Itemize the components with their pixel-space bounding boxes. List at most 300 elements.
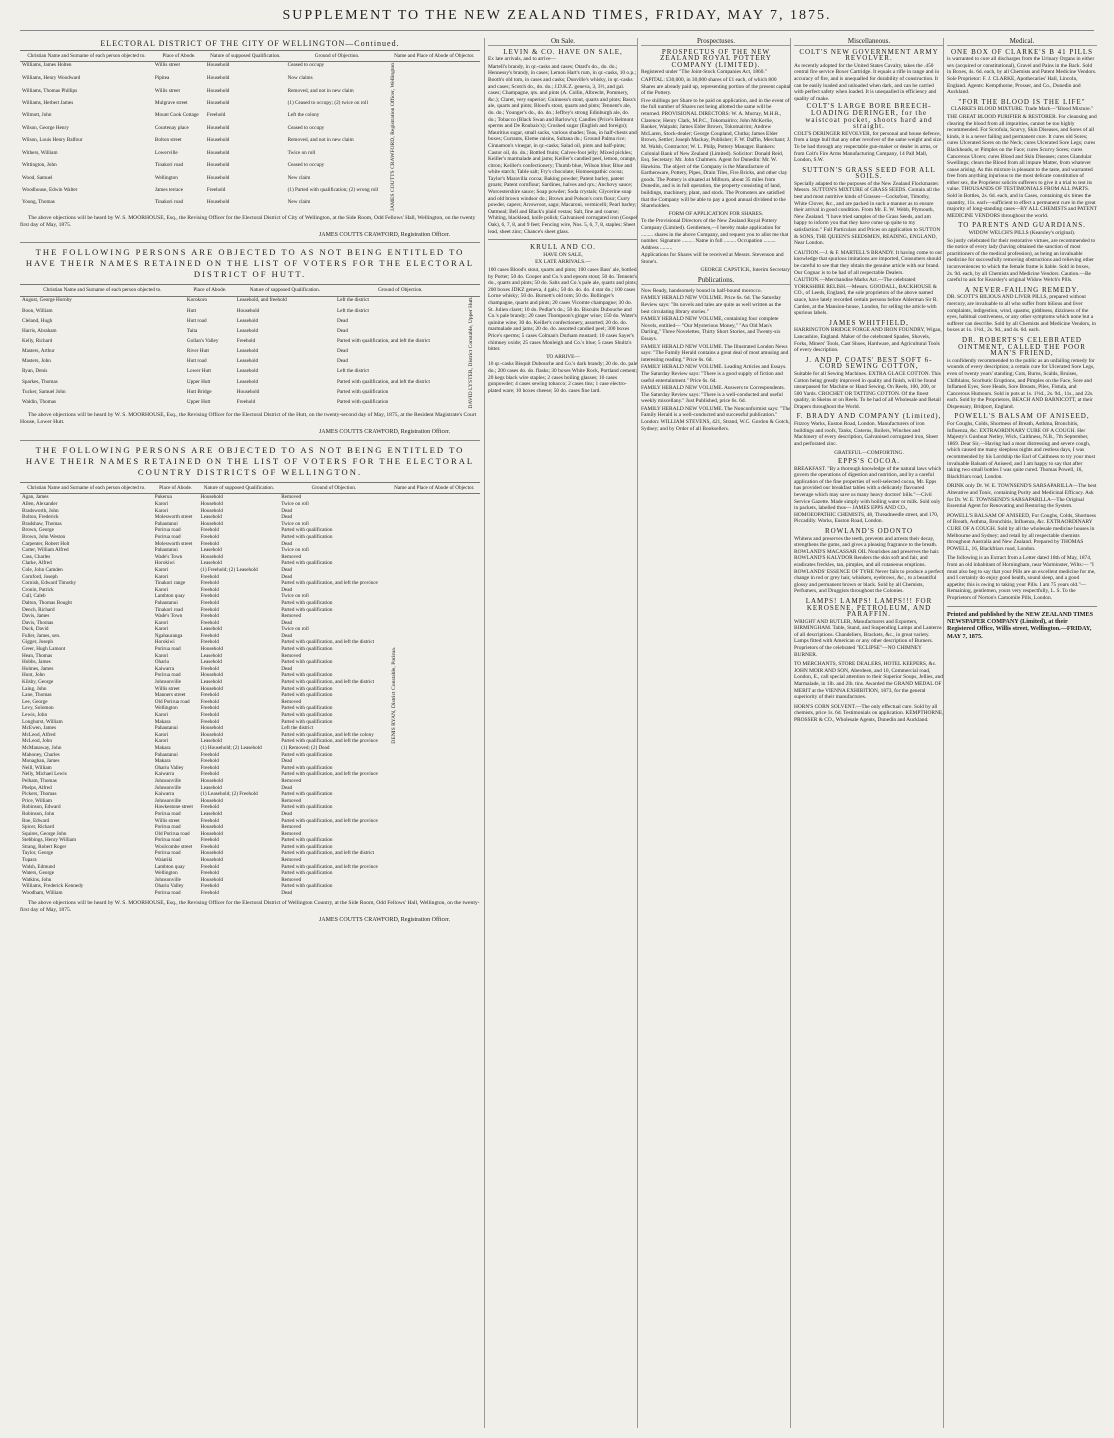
ground-of-objection: Twice on roll bbox=[281, 593, 309, 600]
qualification: Freehold bbox=[200, 712, 219, 718]
colts2-title: COLT'S LARGE BORE BREECH-LOADING DERINGER, for the waistcoat pocket, shoots hard and straight. bbox=[805, 102, 933, 131]
epps-advert bbox=[794, 450, 944, 525]
place-of-abode: Karori bbox=[154, 501, 169, 507]
objected-person-name: Young, Thomas bbox=[22, 199, 55, 206]
objected-person-name: Cole, John Camden bbox=[22, 566, 63, 573]
s1-header-abode: Place of Abode. bbox=[153, 50, 205, 62]
coats-body: Suitable for all Sewing Machines. EXTRA GLACE COTTON. This Cotton being greatly improved in quality and finish, will be found unsurpassed for Machine or Hand Sewing. On Reels, 100, 200, or 500 Yards. CROCHET OR TATTING COTTON. Of the finest quality, in Skeins or on Reels. To be had of all Wholesale and Retail Drapers throughout the World. bbox=[794, 370, 941, 410]
objected-person-name: Agan, James bbox=[22, 494, 49, 501]
objected-person-name: Davis, James bbox=[22, 613, 50, 620]
qualification: (1) Leasehold; (2) Freehold bbox=[200, 791, 258, 798]
norton-body: The following is an Extract from a Letter dated 18th of May, 1874, from an old inhabitant of Horningham, near Warminster, Wilts:— "I must also beg to say that your Pills are an excellent medicine for me, and I certainly do enjoy good health, sound sleep, and a good appetite; this is owing to taking your Pills. I am 75 years old."—Remaining, gentlemen, yours very respectfully, L. S. To the Proprietors of Norton's Camomile Pills, London. bbox=[947, 555, 1096, 601]
place-of-abode: Upper Hutt bbox=[186, 378, 211, 385]
ground-of-objection: Parted with qualification, and left the district bbox=[281, 639, 375, 646]
objected-person-name: Sparkes, Thomas bbox=[22, 378, 58, 385]
qualification: Household bbox=[200, 553, 224, 560]
objected-person-name: Brown, George bbox=[22, 527, 54, 534]
qualification: Household bbox=[200, 520, 224, 527]
whitfield-body: HARRINGTON BRIDGE FORGE AND IRON FOUNDRY, Wigan, Lancashire, England. Maker of the celebrated Spades, Shovels, Forks, Miners' Tools, Cast Shoes, Hardware, and Agricultural Tools of every description. bbox=[794, 327, 942, 354]
ground-of-objection: Dead bbox=[281, 758, 293, 765]
objected-person-name: Masters, Arthur bbox=[22, 348, 55, 355]
objected-person-name: Longhurst, William bbox=[22, 718, 63, 725]
ground-of-objection: Parted with qualification, and left the district bbox=[281, 850, 375, 857]
qualification: Freehold bbox=[200, 817, 219, 824]
place-of-abode: Ohariu Valley bbox=[154, 764, 184, 771]
ground-of-objection: Parted with qualification bbox=[281, 751, 333, 758]
objected-person-name: Laing, John bbox=[22, 685, 47, 692]
clarke-pills-advert bbox=[947, 49, 1097, 96]
objected-person-name: Bradsworth, John bbox=[22, 507, 59, 514]
prospectus-title: PROSPECTUS OF THE NEW ZEALAND ROYAL POTTERY COMPANY (LIMITED). bbox=[660, 47, 772, 69]
qualification: Freehold bbox=[200, 758, 219, 765]
qualification: Household bbox=[206, 162, 230, 169]
objector-name: DENIS RYAN, District Constable, Porirua. bbox=[390, 646, 397, 744]
objected-person-name: Masters, John bbox=[22, 358, 51, 365]
ground-of-objection: Removed bbox=[281, 698, 302, 705]
qualification: Household bbox=[200, 672, 224, 679]
ointment-body: is confidently recommended to the public as an unfailing remedy for wounds of every description; a certain cure for Ulcerated Sore Legs, even of twenty years' standing; Cuts, Burns, Scalds, Bruises, Chilblains, Scorbutic Eruptions, and Pimples on the Face, Sore and Inflamed Eyes, Sore Heads, Sore Breasts, Piles, Fistula, and Cancerous Humours. Sold in pots at 1s. 1½d., 2s. 9d., 11s., and 22s. each. Sold by the Proprietors, BEACH AND BARNICOTT, at their Dispensary, Bridport, England. bbox=[947, 357, 1095, 410]
objected-person-name: McLeod, Alfred bbox=[22, 731, 56, 738]
objected-person-name: Cleland, Hugh bbox=[22, 317, 53, 324]
objected-person-name: Watkins, John bbox=[22, 876, 52, 883]
qualification: Household bbox=[200, 685, 224, 692]
objected-person-name: Lane, Thomas bbox=[22, 692, 52, 699]
place-of-abode: Pahautanui bbox=[154, 751, 178, 758]
qualification: Household bbox=[200, 731, 224, 738]
place-of-abode: Mulgrave street bbox=[154, 99, 188, 106]
ground-of-objection: Removed bbox=[281, 777, 302, 784]
levin-advert bbox=[488, 49, 638, 236]
s1-header-name: Christian Name and Surname of each person objected to. bbox=[20, 50, 153, 62]
ground-of-objection: Dead bbox=[281, 573, 293, 580]
qualification: Freehold bbox=[200, 837, 219, 844]
qualification: Freehold bbox=[200, 606, 219, 613]
place-of-abode: Porirua road bbox=[154, 527, 181, 534]
objected-person-name: Woodham, William bbox=[22, 890, 63, 897]
objected-person-name: Wilson, George Henry bbox=[22, 124, 69, 131]
ground-of-objection: Parted with qualification, and left the district bbox=[281, 679, 375, 686]
objected-person-name: Monaghan, James bbox=[22, 758, 60, 765]
qualification: Freehold bbox=[200, 698, 219, 705]
place-of-abode: Johnsonville bbox=[154, 797, 181, 804]
qualification: Freehold bbox=[200, 665, 219, 672]
ground-of-objection: Parted with qualification, and left the province bbox=[281, 817, 378, 824]
ground-of-objection: Parted with qualification bbox=[281, 764, 333, 771]
objected-person-name: Williams, Herbert James bbox=[22, 99, 74, 106]
qualification: Household bbox=[200, 501, 224, 507]
norton-extract bbox=[947, 555, 1097, 601]
prospectuses-column bbox=[637, 38, 791, 1428]
ground-of-objection: Dead bbox=[336, 317, 348, 324]
blood-mixture-advert bbox=[947, 99, 1097, 220]
place-of-abode: Upper Hutt bbox=[186, 398, 211, 405]
objected-person-name: Williams, Thomas Phillips bbox=[22, 87, 78, 94]
ground-of-objection: Left the district bbox=[336, 368, 369, 375]
remedy-advert bbox=[947, 287, 1097, 334]
s3-header-name: Christian Name and Surname of each person objected to. bbox=[20, 482, 153, 494]
place-of-abode: Woolcombe street bbox=[154, 843, 193, 850]
krull-items: 100 cases Blood's stout, quarts and pints; 100 cases Bass' ale, bottled by Porter; 50 do. Cooper and Co.'s and epsom stout; 50 do. Tennent's do., quarts and pints; 50 do. Salts and Co.'s pale ale, quarts and pints; 200 boxes JDKZ geneva, 4 gals.; 50 do. do. do. 4 star do.; 100 cases Lorne whisky; 50 do. Burnett's old tom; 50 do. Bollinger's champagne, quarts and pints; 20 cases Vicomte champagne; 30 do. St. Julien claret; 10 do. Pedlar's do.; 50 do. Biscuits Dubouche and Co.'s pale brandy; 20 cases Thompson's ginger wine; 150 do. Water's quinine wine; 30 do. Keiller's confectionery, assorted; 20 do. do. marmalade and jams; 20 do. do. assorted candied peel; 300 boxes Price's sperms; 5 cases Colman's Durham mustard; 10 cases Sayer's chimney oxide; 25 cases Monleigh and Co.'s blue; 5 cases Shultz's bitter. bbox=[488, 267, 638, 353]
place-of-abode: Mount Cook Cottage bbox=[154, 112, 199, 119]
ground-of-objection: Dead bbox=[336, 358, 348, 365]
section1-table bbox=[20, 50, 480, 212]
ground-of-objection: Parted with qualification bbox=[281, 685, 333, 692]
place-of-abode: Johnsonville bbox=[154, 679, 181, 686]
divider bbox=[947, 606, 1097, 607]
place-of-abode: Willis street bbox=[154, 817, 180, 824]
qualification: Freehold bbox=[200, 540, 219, 547]
objected-person-name: Pickers, Thomas bbox=[22, 791, 57, 798]
place-of-abode: Porirua road bbox=[154, 890, 181, 897]
objected-person-name: Carter, William Alfred bbox=[22, 547, 69, 554]
qualification: Freehold bbox=[200, 527, 219, 534]
objected-person-name: Waldin, Thomas bbox=[22, 398, 57, 405]
objected-person-name: Price, William bbox=[22, 797, 52, 804]
section2-table bbox=[20, 284, 480, 409]
qualification: Freehold bbox=[200, 586, 219, 593]
rowland-title: ROWLAND'S ODONTO bbox=[824, 526, 914, 535]
place-of-abode: Manners street bbox=[154, 692, 186, 699]
place-of-abode: Karori bbox=[154, 712, 169, 718]
ground-of-objection: Dead bbox=[336, 327, 348, 334]
ground-of-objection: Parted with qualification bbox=[336, 398, 389, 405]
s2-header-abode: Place of Abode. bbox=[185, 285, 235, 297]
objected-person-name: Brown, John Weston bbox=[22, 533, 66, 540]
place-of-abode: Tinakori road bbox=[154, 199, 184, 206]
objected-person-name: Boon, William bbox=[22, 307, 53, 314]
objected-person-name: Wittington, John bbox=[22, 162, 57, 169]
place-of-abode: Tinakori road bbox=[154, 606, 183, 613]
ground-of-objection: Parted with qualification bbox=[281, 870, 333, 877]
section1-title: ELECTORAL DISTRICT OF THE CITY OF WELLINGTON—Continued. bbox=[100, 39, 400, 48]
sutton-body: Specially adapted to the purposes of the New Zealand Flockmaster. Messrs. SUTTON'S MIXTURE of GRASS SEEDS. Contain all the best and most nutritive kinds of Grasses—Cocksfoot, Timothy, White Clover, &c., and are packed in such a manner as to ensure their arrival in good condition. From Mr. E. W. Webb, Plymouth, New Zealand. "I have tried samples of the Grass Seeds, and am happy to inform you that they have come up quite to my satisfaction." Full Particulars and Prices on application to SUTTON & SONS, THE QUEEN'S SEEDSMEN, READING, ENGLAND, Near London. bbox=[794, 180, 941, 247]
ground-of-objection: Dead bbox=[281, 784, 293, 791]
ground-of-objection: Parted with qualification bbox=[281, 837, 333, 844]
ground-of-objection: Ceased to occupy bbox=[287, 124, 325, 131]
qualification: Household bbox=[206, 199, 230, 206]
prospectus-body: Five shillings per Share to be paid on application, and in the event of the full number of Shares not being allotted the same will be returned. PROVISIONAL DIRECTORS: W. A. Murray, M.H.R., Clarence; Henry Clark, M.P.C., Tokomairiro; John McKerlie, Banker, Waipahi; James Elder Brown, Tokomairiro; Andrew McLaren, Stock-dealer; George Coupland, Clutha; James Elder Brown, Settler; Joseph Mackay, Publisher; F. W. Daffin, Merchant; J. M. Walsh, Contractor; W. L. Philp, Pottery Manager. Bankers: Colonial Bank of New Zealand (Limited). Solicitor: Donald Reid, Esq. Secretary: Mr. John Chalmers. Agent for Dunedin: Mr. W. Hawkins. The object of the Company is the Manufacture of Earthenware, Pottery, Pipes, Drain Tiles, Fire Bricks, and other clay goods. The Pottery is situated at Milburn, about 35 miles from Dunedin, and is in full operation, the property consisting of land, buildings, machinery, plant, and stock. The Promoters are satisfied that the Company will be able to pay a good annual dividend to the Shareholders. bbox=[641, 97, 791, 210]
qualification: Freehold bbox=[200, 705, 219, 712]
objected-person-name: Greer, Hugh Lamont bbox=[22, 646, 66, 653]
ground-of-objection: Ceased to occupy bbox=[287, 62, 325, 69]
place-of-abode: Wellington bbox=[154, 174, 178, 181]
ground-of-objection: Dead bbox=[281, 619, 293, 626]
place-of-abode: Kaiwarra bbox=[154, 771, 175, 778]
qualification: Freehold bbox=[200, 533, 219, 540]
ground-of-objection: Left the district bbox=[281, 725, 314, 732]
prospectus-capital: CAPITAL: £30,000, in 30,000 shares of £1 each, of which 800 Shares are already paid up, representing portion of the present capital of the Pottery. bbox=[641, 76, 791, 97]
ground-of-objection: (1) Ceased to occupy; (2) twice on roll bbox=[287, 99, 368, 106]
objected-person-name: Cornford, Joseph bbox=[22, 573, 58, 580]
table-row bbox=[20, 62, 480, 75]
ground-of-objection: Dead bbox=[336, 348, 348, 355]
place-of-abode: Pipitea bbox=[154, 75, 170, 82]
qualification: Leasehold bbox=[200, 652, 222, 659]
section1-note: The above objections will be heard by W. S. MOORHOUSE, Esq., the Revising Officer for the Electoral District of City of Wellington, at the Side Room, Odd Fellows' Hall, Wellington, on the twenty first day of May, 1875. bbox=[20, 214, 476, 228]
ground-of-objection: Parted with qualification bbox=[281, 712, 333, 718]
objected-person-name: Stebbings, Henry William bbox=[22, 837, 77, 844]
family-herald-adverts bbox=[641, 288, 791, 432]
qualification: Leasehold bbox=[200, 547, 222, 554]
place-of-abode: Hutt Bridge bbox=[186, 388, 212, 395]
s2-header-objector-blank bbox=[466, 285, 480, 297]
ground-of-objection: Removed bbox=[281, 857, 302, 864]
objected-person-name: Hunt, John bbox=[22, 672, 45, 679]
ground-of-objection: Parted with qualification, and left the district bbox=[336, 337, 430, 344]
s3-header-objector: Name and Place of Abode of Objector. bbox=[389, 482, 481, 494]
qualification: Freehold bbox=[206, 112, 226, 119]
qualification: Household bbox=[206, 62, 230, 69]
objected-person-name: Williams, Henry Woodward bbox=[22, 75, 81, 82]
place-of-abode: Gollan's Valley bbox=[186, 337, 219, 344]
place-of-abode: Karori bbox=[154, 573, 169, 580]
objected-person-name: Hobbs, James bbox=[22, 659, 51, 666]
objected-person-name: Mahoney, Charles bbox=[22, 751, 60, 758]
horn-body: HORN'S CORN SOLVENT.—The only effectual cure. Sold by all chemists, price 1s. 6d. Testimonials on application. KEMPTHORNE, PROSSER & CO., Wholesale Agents, Dunedin and Auckland. bbox=[794, 703, 944, 723]
place-of-abode: Karori bbox=[154, 619, 169, 626]
objected-person-name: Hean, Thomas bbox=[22, 652, 53, 659]
table-row bbox=[20, 297, 480, 308]
objected-person-name: Wilmott, John bbox=[22, 112, 52, 119]
qualification: Freehold bbox=[236, 398, 256, 405]
divider bbox=[20, 440, 480, 441]
qualification: Household bbox=[200, 507, 224, 514]
objected-person-name: Phelps, Alfred bbox=[22, 784, 52, 791]
section2-note: The above objections will be heard by W. S. MOORHOUSE, Esq., the Revising Officer for the Electoral District of the Hutt, on the twenty-second day of May, 1875, at the Resident Magistrate's Court House, Lower Hutt. bbox=[20, 412, 477, 426]
qualification: Leasehold bbox=[200, 560, 222, 567]
ground-of-objection: Dead bbox=[281, 566, 293, 573]
qualification: Leasehold bbox=[200, 514, 222, 521]
sutton-title: SUTTON'S GRASS SEED FOR ALL SOILS. bbox=[802, 165, 936, 181]
ground-of-objection: Parted with qualification bbox=[281, 883, 333, 890]
objected-person-name: Cull, Caleb bbox=[22, 593, 46, 600]
place-of-abode: Willis street bbox=[154, 685, 180, 692]
relish-caution: CAUTION.—Merchandise Marks Act.—The celebrated YORKSHIRE RELISH.—Messrs. GOODALL, BACKHOUSE & CO., of Leeds, England, the sole proprietors of the above named sauce, have lately recorded certain persons before Alderman Sir R. Carden, at the Mansion-house, London, for selling the article with spurious labels. bbox=[794, 277, 938, 317]
family-herald-ad-3: FAMILY HERALD NEW VOLUME. The Illustrated London News says: "The Family Herald contains a great deal of most amusing and interesting reading." Price 6s. 6d. bbox=[641, 343, 789, 363]
ground-of-objection: Dead bbox=[281, 586, 293, 593]
place-of-abode: Pukerua bbox=[154, 494, 172, 501]
section2-signature: JAMES COUTTS CRAWFORD, Registration Officer. bbox=[318, 429, 450, 436]
ground-of-objection: (1) Parted with qualification; (2) wrong roll bbox=[287, 187, 379, 193]
s3-header-abode: Place of Abode. bbox=[153, 482, 199, 494]
ground-of-objection: Twice on roll bbox=[281, 520, 309, 527]
ground-of-objection: Dead bbox=[281, 665, 293, 672]
table-row bbox=[20, 389, 480, 399]
ground-of-objection: Dead bbox=[281, 507, 293, 514]
place-of-abode: Kaiwarra bbox=[154, 665, 175, 672]
qualification: Household bbox=[200, 725, 224, 732]
lamps-advert bbox=[794, 598, 944, 658]
objected-person-name: Waters, George bbox=[22, 870, 55, 877]
ground-of-objection: Left the colony bbox=[287, 112, 320, 119]
ground-of-objection: Parted with qualification bbox=[281, 560, 333, 567]
place-of-abode: Molesworth street bbox=[154, 514, 193, 521]
epps-title: EPPS'S COCOA. bbox=[837, 457, 901, 466]
ground-of-objection: Removed bbox=[281, 613, 302, 620]
objected-person-name: Holmes, James bbox=[22, 665, 54, 672]
powell-title: POWELL'S BALSAM OF ANISEED, bbox=[954, 412, 1090, 421]
qualification: Freehold bbox=[236, 337, 256, 344]
lamps-body: WRIGHT AND BUTLER, Manufacturers and Exporters, BIRMINGHAM. Table, Stand, and Suspending Lamps and Lanterns of all descriptions. Chandeliers, Brackets, &c., in great variety. Lamps fitted with American or any other description of Burners. Proprietors of the celebrated "ECLIPSE"—NO CHIMNEY BURNER. bbox=[794, 618, 942, 658]
qualification: Freehold bbox=[200, 573, 219, 580]
ground-of-objection: New claim bbox=[287, 199, 311, 206]
objected-person-name: Walsh, Edmund bbox=[22, 863, 56, 870]
place-of-abode: Wellington bbox=[154, 870, 178, 877]
qualification: (1) Household; (2) Leasehold bbox=[200, 744, 262, 751]
qualification: Household bbox=[206, 124, 230, 131]
ground-of-objection: Parted with qualification bbox=[281, 718, 333, 725]
objected-person-name: Wilson, Louis Henry Balfour bbox=[22, 137, 83, 144]
objected-person-name: Lewis, John bbox=[22, 712, 48, 718]
ground-of-objection: Twice on roll bbox=[281, 547, 309, 554]
ground-of-objection: Removed, and not in new claim bbox=[287, 87, 354, 94]
ground-of-objection: Parted with qualification, and left the province bbox=[281, 738, 378, 745]
ground-of-objection: Parted with qualification bbox=[281, 804, 333, 811]
powell-advert bbox=[947, 413, 1097, 480]
prospectus-subtitle: Registered under "The Joint-Stock Companies Act, 1860." bbox=[641, 69, 767, 76]
qualification: Leasehold bbox=[200, 626, 222, 633]
family-herald-ad-2: FAMILY HERALD NEW VOLUME, containing four complete Novels, entitled— "Our Mysterious Money," "An Old Man's Darling," Three Novelettes, Thirty Short Stories, and Twenty-six Essays. bbox=[641, 316, 781, 342]
place-of-abode: Pahautanui bbox=[154, 725, 178, 732]
objected-person-name: Cornish, Edward Timothy bbox=[22, 580, 77, 587]
remedy-title: A NEVER-FAILING REMEDY. bbox=[964, 285, 1080, 294]
ground-of-objection: Left the district bbox=[336, 307, 369, 314]
caution-adverts bbox=[794, 250, 944, 317]
place-of-abode: Karori bbox=[154, 626, 169, 633]
ground-of-objection: Dead bbox=[281, 540, 293, 547]
colts3-body: COLT'S DERINGER REVOLVER, for personal and house defence, from a large bull that any other revolver of the same weight and size. To be had through any respectable gun-maker or dealer in arms, or from Colt's Fire Arms Manufacturing Company, 14 Pall Mall, London, S.W. bbox=[794, 130, 943, 164]
place-of-abode: Courtenay place bbox=[154, 124, 189, 131]
levin-subtitle: Ex late arrivals, and to arrive— bbox=[488, 56, 556, 63]
qualification: Household bbox=[200, 494, 224, 501]
objected-person-name: Bradshaw, Thomas bbox=[22, 520, 62, 527]
place-of-abode: Willis street bbox=[154, 62, 180, 69]
epps-body: BREAKFAST. "By a thorough knowledge of the natural laws which govern the operations of digestion and nutrition, and by a careful application of the fine properties of well-selected cocoa, Mr. Epps has provided our breakfast tables with a delicately flavoured beverage which may save us many heavy doctors' bills."—Civil Service Gazette. Made simply with boiling water or milk. Sold only in packets, labelled thus— JAMES EPPS AND CO., HOMOEOPATHIC CHEMISTS, 48, Threadneedle street, and 170, Piccadilly. Works, Euston Road, London. bbox=[794, 465, 942, 525]
qualification: Leasehold bbox=[236, 348, 259, 355]
ground-of-objection: Parted with qualification bbox=[281, 791, 333, 798]
ground-of-objection: Dead bbox=[281, 890, 293, 897]
rowland-body: Whitens and preserves the teeth, prevents and arrests their decay, strengthens the gums, and gives a pleasing fragrance to the breath. ROWLAND'S MACASSAR OIL Nourishes and preserves the hair. ROWLAND'S KALYDOR Renders the skin soft and fair, and eradicates freckles, tan, pimples, and all cutaneous eruptions. ROWLANDS' ESSENCE OF TYRE Never fails to produce a perfect change in red or grey hair, whiskers, eyebrows, &c., to a beautiful glossy and permanent brown or black. Sold by all Chemists, Perfumers, and Druggists throughout the Colonies. bbox=[794, 535, 944, 595]
levin-items: Martell's brandy, in qr.-casks and cases; Otard's do., do. do.; Hennessy's brandy, in cases; Lemon Hart's rum, in qr.-casks, 10 o.p.; Booth's old tom, in cases and casks; Dunville's whisky, in qr.-casks and cases; Scotch do., do. do.; J.D.K.Z. geneva, 3, 3½, and gal. cases; Champagne, qts. and pints (A. Collin, Albrecht, Pommery, &c.); Claret, very superior; Guinness's stout, quarts and pints; Bass's ale, quarts and pints; Blood's stout, quarts and pints; Tennent's ale, do. do.; Younger's do., do. do.; Jeffrey's strong Edinburgh ale, do. do.; Tobacco (Black Swan and Barlow's); Candles (Price's Belmont sperms and De Roubaix's); Crushed sugar (English and foreign); Mauritius sugar, small sacks, various shades; Teas, in half-chests and boxes; Currants, Eleme raisins, Sultana do.; Ground Palma rice; Cinnamon's vinegar, in qr.-casks; Salad oil, pints and half-pints; Castor oil, do. do.; Bottled fruits; Calves-foot jelly; Mixed pickles; Keiller's marmalade and jams; Keiller's candied peel, lemon, orange, citron; Keiller's confectionery; Thumb blue, Wilson blue; Blue and white starch; Table salt; Fry's chocolate; Homoeopathic cocoa; Taylor's Maravilla cocoa; Baking powder; Patent barley, patent groats; Patent cornflour; Sardines, halves and qrs.; Anchovy sauce; Worcestershire sauce; Soap powder; Soda crystals; Glycerine soap and old brown windsor do.; Brown and Polson's corn flour; Curry powder, capers; Arrowroot, sago; Macaroni, vermicelli; Pearl barley; Oatmeal; Bell and Black's plaid vestas; Salt, fine and coarse; Whiting, blacklead, knife polish; Galvanised corrugated iron (Gospel Oak), 6, 7, 8, and 9 feet; Fencing wire, Nos. 5, 6, 7, 8, staples; Sheet lead, sheet zinc; Chance's sheet glass. bbox=[488, 63, 638, 235]
blood-title: "FOR THE BLOOD IS THE LIFE" bbox=[958, 97, 1086, 106]
place-of-abode: James terrace bbox=[154, 187, 184, 193]
qualification: Freehold bbox=[200, 764, 219, 771]
place-of-abode: Karori bbox=[154, 586, 169, 593]
qualification: Leasehold bbox=[236, 327, 259, 334]
publications-heading: Publications. bbox=[641, 277, 791, 285]
place-of-abode: Johnsonville bbox=[154, 777, 181, 784]
masthead-rule bbox=[20, 30, 1094, 31]
place-of-abode: Karori bbox=[154, 566, 169, 573]
family-herald-ad-5: FAMILY HERALD NEW VOLUME. Answers to Correspondents. The Saturday Review says: "There is a well-conducted and useful weekly miscellany." Just Published, price 6s. 6d. bbox=[641, 385, 785, 405]
martell-caution: CAUTION.—J. & F. MARTELL'S BRANDY. It having come to our knowledge that spurious imitations are imported, Consumers should be careful to see that they obtain the genuine article with our brand. Our Cognac is to be had of all respectable Dealers. bbox=[794, 249, 943, 276]
powell2-body: POWELL'S BALSAM OF ANISEED, For Coughs, Colds, Shortness of Breath, Asthma, Bronchitis, Influenza, &c. EXTRAORDINARY CURE OF A COUGH. Sold by all the wholesale medicine houses in Melbourne and Sydney; and retail by all respectable chemists throughout Australia and New Zealand. Prepared by THOMAS POWELL, 16, Blackfriars road, London. bbox=[947, 512, 1096, 552]
place-of-abode: Ngahauranga bbox=[154, 632, 183, 639]
objected-person-name: Carpenter, Robert Holt bbox=[22, 540, 70, 547]
place-of-abode: Hutt road bbox=[186, 317, 207, 324]
place-of-abode: Lowerville bbox=[154, 149, 178, 156]
moir-advert bbox=[794, 661, 944, 701]
objected-person-name: Tucker, Samuel John bbox=[22, 388, 66, 395]
place-of-abode: Porirua road bbox=[154, 672, 181, 679]
s2-rows bbox=[20, 297, 480, 410]
imprint bbox=[947, 611, 1097, 641]
section3-table bbox=[20, 482, 480, 897]
brady-advert bbox=[794, 413, 944, 447]
divider bbox=[488, 239, 638, 240]
objected-person-name: Robinson, Edward bbox=[22, 804, 61, 811]
ointment-advert bbox=[947, 337, 1097, 411]
ground-of-objection: Dead bbox=[281, 810, 293, 817]
ground-of-objection: New claim bbox=[287, 174, 311, 181]
objected-person-name: Withers, William bbox=[22, 149, 58, 156]
brady-title: F. BRADY AND COMPANY (Limited), bbox=[796, 412, 942, 421]
objector-name: JAMES COUTTS CRAWFORD, Registration Officer, Wellington. bbox=[390, 61, 397, 212]
table-row bbox=[20, 338, 480, 348]
ground-of-objection: Parted with qualification, and left the colony bbox=[281, 731, 374, 738]
ground-of-objection: Parted with qualification bbox=[281, 705, 333, 712]
place-of-abode: Willis street bbox=[154, 87, 180, 94]
miscellaneous-heading: Miscellaneous. bbox=[794, 38, 944, 46]
colts-advert bbox=[794, 49, 944, 164]
place-of-abode: Pahautanui bbox=[154, 547, 178, 554]
prospectus-secretary: GEORGE CAPSTICK, Interim Secretary. bbox=[700, 266, 791, 273]
family-herald-ad-1: FAMILY HERALD NEW VOLUME. Price 6s. 6d. The Saturday Review says: "Its novels and tales are quite as well written as the best circulating library stories." bbox=[641, 295, 782, 315]
objected-person-name: Tupara bbox=[22, 857, 37, 864]
ointment-title: DR. ROBERTS'S CELEBRATED OINTMENT, CALLED THE POOR MAN'S FRIEND, bbox=[958, 335, 1086, 358]
ground-of-objection: Dead bbox=[281, 632, 293, 639]
section3-note: The above objections will be heard by W. S. MOORHOUSE, Esq., the Revising Officer for the Electoral District of Wellington Country, at the Side Room, Odd Fellows' Hall, Wellington, on the twenty-first day of May, 1875. bbox=[20, 899, 480, 913]
place-of-abode: Makara bbox=[154, 758, 171, 765]
section1-signature: JAMES COUTTS CRAWFORD, Registration Officer. bbox=[318, 231, 450, 238]
application-form-title: FORM OF APPLICATION FOR SHARES. bbox=[668, 210, 764, 217]
s3-header-ground: Ground of Objection. bbox=[279, 482, 388, 494]
place-of-abode: Ohariu Valley bbox=[154, 883, 184, 890]
qualification: Freehold bbox=[200, 883, 219, 890]
qualification: Household bbox=[200, 857, 224, 864]
place-of-abode: Johnsonville bbox=[154, 784, 181, 791]
qualification: Freehold bbox=[200, 870, 219, 877]
qualification: Household bbox=[206, 75, 230, 82]
ground-of-objection: Dead bbox=[281, 514, 293, 521]
guardians-advert bbox=[947, 222, 1097, 283]
prospectuses-heading: Prospectuses. bbox=[641, 38, 791, 46]
medical-column bbox=[943, 38, 1097, 1428]
objected-person-name: Cass, Charles bbox=[22, 553, 51, 560]
place-of-abode: Hawkestone street bbox=[154, 804, 193, 811]
place-of-abode: Tinakori road bbox=[154, 162, 184, 169]
qualification: Freehold bbox=[200, 890, 219, 897]
ground-of-objection: Parted with qualification bbox=[281, 646, 333, 653]
qualification: Leasehold bbox=[236, 368, 259, 375]
family-herald-ad-4: FAMILY HERALD NEW VOLUME. Leading Articles and Essays. The Saturday Review says: "There is a good supply of fiction and useful entertainment." Price 6s. 6d. bbox=[641, 364, 787, 384]
objected-person-name: Strang, Robert Roger bbox=[22, 843, 67, 850]
s3-rows bbox=[20, 494, 480, 897]
table-row bbox=[20, 368, 480, 378]
place-of-abode: Porirua road bbox=[154, 533, 181, 540]
moir-body: TO MERCHANTS, STORE DEALERS, HOTEL KEEPERS, &c. JOHN MOIR AND SON, Aberdeen, and 10, Commercial road, London, E., call special attention to their Superior Soups, Jellies, and Marmalade, in 1lb. and 2lb. tins. Awarded the GRAND MEDAL OF MERIT at the VIENNA EXHIBITION, 1873, for the general superiority of their manufactures. bbox=[794, 661, 943, 701]
qualification: Freehold bbox=[200, 718, 219, 725]
place-of-abode: Old Porirua road bbox=[154, 698, 190, 705]
qualification: Household bbox=[206, 99, 230, 106]
objected-person-name: Pelham, Thomas bbox=[22, 777, 57, 784]
ground-of-objection: Removed bbox=[281, 797, 302, 804]
place-of-abode: Horokiwi bbox=[154, 639, 175, 646]
guardians-subtitle: WIDOW WELCH'S PILLS (Kearsley's original). bbox=[968, 230, 1076, 237]
qualification: Household bbox=[200, 824, 224, 831]
clarke-title: ONE BOX OF CLARKE'S B 41 PILLS bbox=[950, 47, 1094, 56]
place-of-abode: Kaiwarra bbox=[154, 791, 175, 798]
